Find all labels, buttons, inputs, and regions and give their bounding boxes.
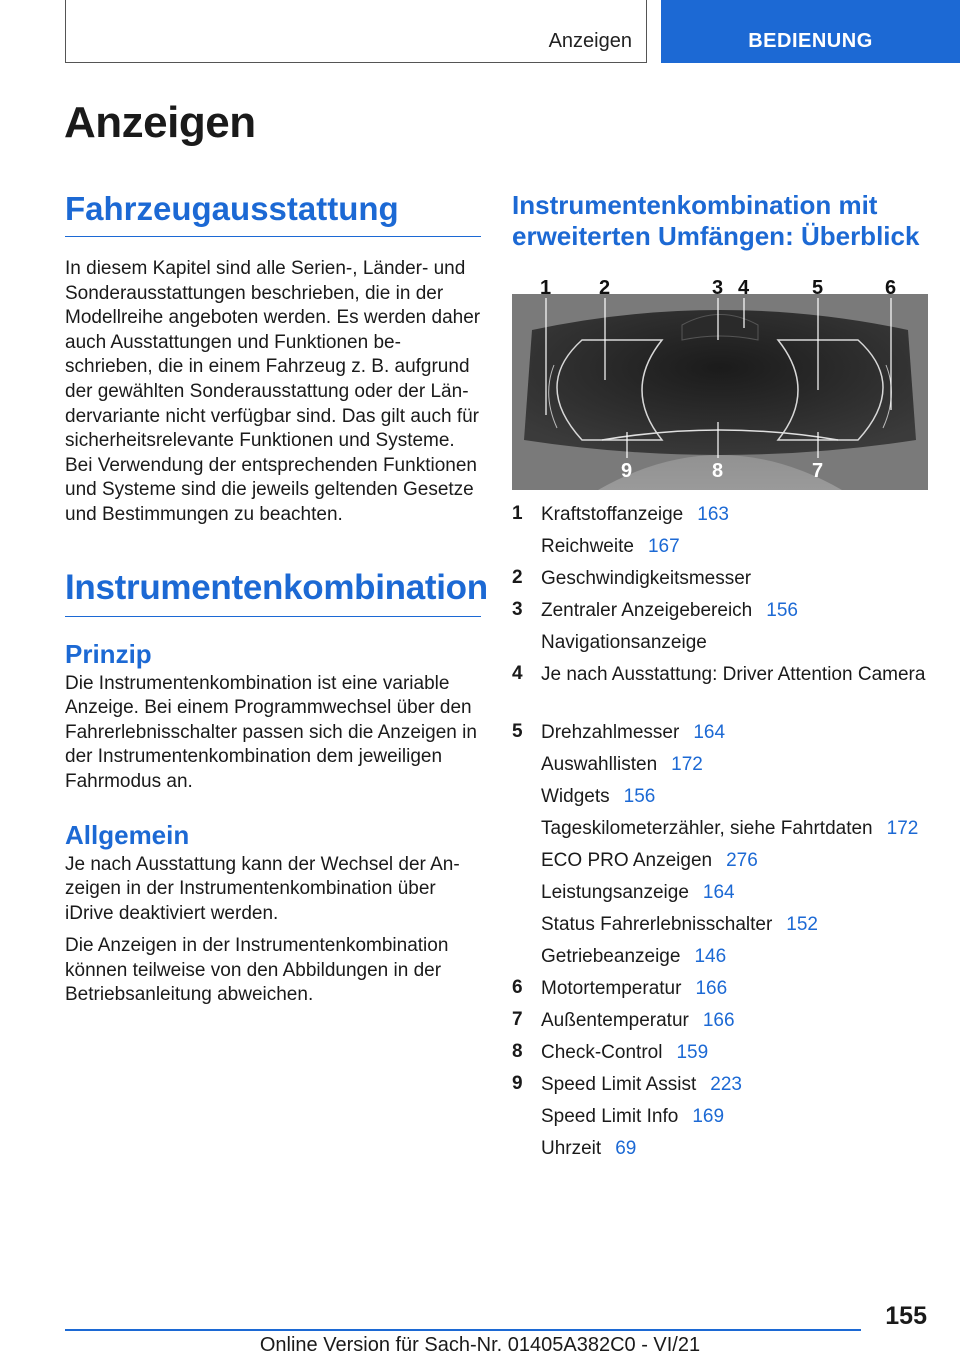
list-item-number: 1 (512, 503, 523, 524)
list-item (512, 1006, 932, 1038)
footer-text: Online Version für Sach-Nr. 01405A382C0 - VI/21 (259, 1334, 701, 1356)
list-item-label: Kraftstoffanzeige (541, 504, 684, 525)
figure-label-1: 1 (540, 277, 552, 299)
list-item-text-wrap (541, 1041, 932, 1066)
list-item (512, 782, 932, 814)
list-item-text-wrap (541, 1105, 932, 1130)
figure-label-3: 3 (712, 277, 724, 299)
list-item-label: Status Fahrerlebnisschalter (541, 914, 773, 935)
page-reference-link[interactable]: 169 (692, 1106, 725, 1127)
list-item-number: 2 (512, 567, 523, 588)
figure-label-4: 4 (738, 277, 750, 299)
page-reference-link[interactable]: 152 (786, 914, 818, 935)
list-item-text-wrap (541, 535, 932, 560)
list-item-text-wrap (541, 817, 932, 842)
list-item (512, 532, 932, 564)
list-item (512, 878, 932, 910)
list-item-label: Uhrzeit (541, 1138, 602, 1159)
page-title: Anzeigen (64, 98, 256, 147)
list-item-text-wrap (541, 631, 932, 656)
list-item-number: 8 (512, 1041, 523, 1062)
list-item-label: Check-Control (541, 1042, 663, 1063)
list-item (512, 1038, 932, 1070)
page-number: 155 (885, 1302, 927, 1330)
list-item (512, 660, 932, 718)
list-item-text-wrap (541, 913, 932, 938)
instrument-cluster-figure (512, 270, 928, 490)
heading-prinzip: Prinzip (65, 638, 152, 669)
list-item-text-wrap (541, 599, 932, 624)
page-reference-link[interactable]: 69 (615, 1138, 637, 1159)
paragraph-allgemein-2: Die Anzeigen in der Instrumentenkombination können teilweise von den Abbildungen in der Betriebsanleitung abweichen. (65, 935, 449, 1006)
list-item (512, 846, 932, 878)
list-item (512, 974, 932, 1006)
list-item-label: Widgets (541, 786, 610, 807)
list-item-number: 5 (512, 721, 523, 742)
list-item-label: Speed Limit Info (541, 1106, 679, 1127)
list-item-number: 6 (512, 977, 523, 998)
paragraph-allgemein-1: Je nach Ausstattung kann der Wechsel der Anzeigen in der Instrumentenkombination über iDrive deaktiviert werden. (65, 853, 460, 924)
figure-label-6: 6 (885, 277, 897, 299)
list-item-label: Getriebeanzeige (541, 946, 681, 967)
list-item-label: ECO PRO Anzeigen (541, 850, 713, 871)
page-reference-link[interactable]: 167 (647, 536, 680, 557)
page-reference-link[interactable]: 172 (886, 818, 919, 839)
list-item-number: 4 (512, 663, 523, 684)
heading-fahrzeugausstattung: Fahrzeugausstattung (65, 190, 481, 237)
list-item-text-wrap (541, 945, 932, 970)
paragraph-prinzip: Die Instrumentenkombination ist eine variable Anzeige. Bei einem Programmwechsel über den Fahrerlebnisschalter passen sich die Anzeigen in der Instrumentenkombination dem jeweiligen Fahrmodus an. (65, 672, 477, 792)
page-reference-link[interactable]: 276 (726, 850, 758, 871)
page-reference-link[interactable]: 164 (693, 722, 726, 743)
figure-label-2: 2 (599, 277, 611, 299)
list-item-label: Leistungsanzeige (541, 882, 689, 903)
list-item-text-wrap (541, 503, 932, 528)
list-item (512, 596, 932, 628)
list-item-number: 3 (512, 599, 523, 620)
list-item (512, 814, 932, 846)
list-item-label: Tageskilometerzähler, siehe Fahrtdaten (541, 818, 873, 839)
figure-label-5: 5 (812, 277, 824, 299)
list-item-text-wrap (541, 849, 932, 874)
instrument-cluster-illustration (512, 270, 928, 490)
list-item-number: 7 (512, 1009, 523, 1030)
list-item-text-wrap (541, 1137, 932, 1162)
list-item-label: Je nach Ausstattung: Driver Attention Camera (541, 664, 926, 685)
list-item (512, 1102, 932, 1134)
list-item (512, 718, 932, 750)
right-column (512, 190, 928, 252)
list-item-text-wrap (541, 753, 932, 778)
page-reference-link[interactable]: 223 (710, 1074, 742, 1095)
paragraph-fahrzeugausstattung: In diesem Kapitel sind alle Serien-, Länder- und Sonderausstattungen beschrieben, die in der Modellreihe angeboten werden. Es werden daher auch Ausstattungen und Funktionen beschrieben, die in einem Fahrzeug z. B. aufgrund der gewählten Sonderausstattung oder der Ländervariante nicht verfügbar sind. Das gilt auch für sicherheitsrelevante Funktionen und Systeme. Bei Verwendung der entsprechenden Funktionen und Systeme sind die jeweils geltenden Gesetze und Bestimmungen zu beachten. (65, 258, 481, 525)
list-item-label: Zentraler Anzeigebereich (541, 600, 753, 621)
heading-instrumentenkombination: Instrumentenkombination (65, 568, 481, 617)
list-item-text-wrap (541, 663, 932, 688)
list-item (512, 1134, 932, 1166)
legend-list (512, 500, 932, 1166)
list-item-text-wrap (541, 977, 932, 1002)
left-column (65, 190, 488, 1008)
footer-rule (65, 1329, 861, 1331)
list-item-label: Navigationsanzeige (541, 632, 707, 653)
list-item-text-wrap (541, 721, 932, 746)
list-item (512, 1070, 932, 1102)
heading-allgemein: Allgemein (65, 819, 190, 850)
list-item-text-wrap (541, 567, 932, 592)
header-section-title: Anzeigen (548, 30, 632, 52)
figure-label-9: 9 (621, 460, 633, 482)
list-item (512, 564, 932, 596)
heading-ueberblick: Instrumentenkombination mit erweiterten Umfängen: Überblick (512, 190, 920, 251)
figure-label-8: 8 (712, 460, 724, 482)
list-item-label: Speed Limit Assist (541, 1074, 697, 1095)
list-item-text-wrap (541, 881, 932, 906)
list-item (512, 750, 932, 782)
page-reference-link[interactable]: 166 (702, 1010, 735, 1031)
page-reference-link[interactable]: 156 (766, 600, 798, 621)
figure-label-7: 7 (812, 460, 824, 482)
list-item-label: Drehzahlmesser (541, 722, 680, 743)
page-reference-link[interactable]: 146 (694, 946, 727, 967)
list-item-label: Außentemperatur (541, 1010, 689, 1031)
list-item-number: 9 (512, 1073, 523, 1094)
header-section-box (65, 0, 647, 63)
page-reference-link[interactable]: 164 (702, 882, 735, 903)
page-reference-link[interactable]: 166 (695, 978, 728, 999)
list-item (512, 628, 932, 660)
list-item-text-wrap (541, 1073, 932, 1098)
page-reference-link[interactable]: 159 (676, 1042, 709, 1063)
list-item-label: Auswahllisten (541, 754, 658, 775)
list-item (512, 910, 932, 942)
page-reference-link[interactable]: 172 (671, 754, 703, 775)
page-reference-link[interactable]: 163 (697, 504, 729, 525)
list-item-label: Reichweite (541, 536, 634, 557)
page-reference-link[interactable]: 156 (623, 786, 656, 807)
header-chapter-tab: BEDIENUNG (661, 0, 960, 63)
list-item-text-wrap (541, 785, 932, 810)
list-item (512, 942, 932, 974)
list-item-label: Geschwindigkeitsmesser (541, 568, 752, 589)
list-item-label: Motortemperatur (541, 978, 682, 999)
list-item-text-wrap (541, 1009, 932, 1034)
list-item (512, 500, 932, 532)
